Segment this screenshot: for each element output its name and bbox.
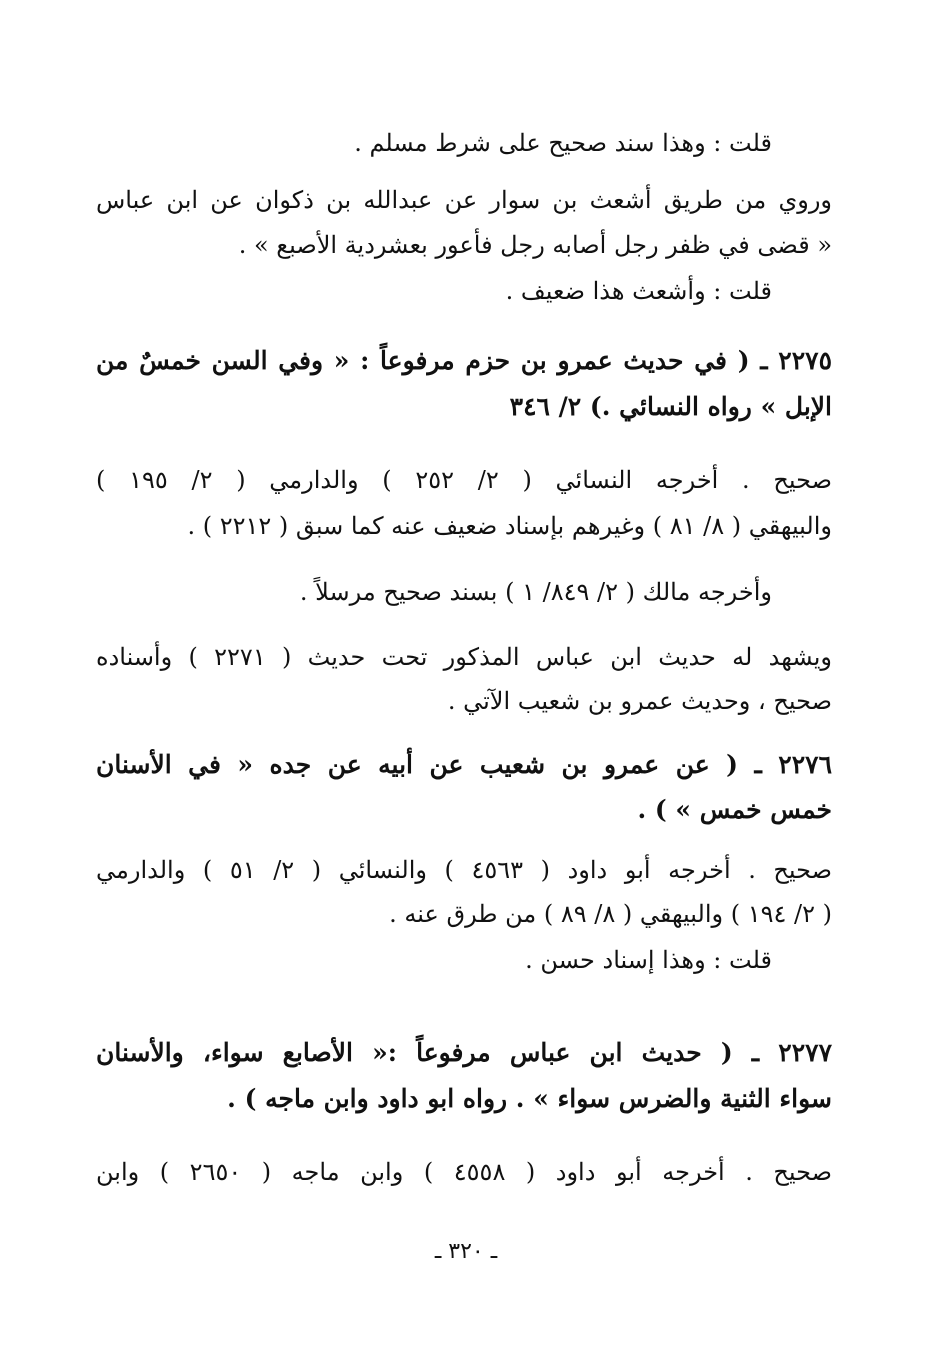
hadith-heading-line: الإبل » رواه النسائي .) ٢/ ٣٤٦ [509,392,832,421]
text-line: « قضى في ظفر رجل أصابه رجل فأعور بعشردية الأصبع » . [238,231,832,259]
page-number: ـ ٣٢٠ ـ [434,1239,498,1264]
hadith-heading-line: خمس خمس » ) . [637,795,832,824]
hadith-heading-line: ٢٢٧٧ ـ ( حديث ابن عباس مرفوعاً :« الأصابع سواء، والأسنان [96,1038,832,1067]
text-line: قلت : وهذا إسناد حسن . [525,946,772,974]
text-line: صحيح . أخرجه النسائي ( ٢/ ٢٥٢ ) والدارمي ( ٢/ ١٩٥ ) [96,466,833,494]
text-line: وأخرجه مالك ( ٢/ ٨٤٩/ ١ ) بسند صحيح مرسلاً . [299,578,772,606]
text-line: صحيح . أخرجه أبو داود ( ٤٥٥٨ ) وابن ماجه ( ٢٦٥٠ ) وابن [96,1158,833,1186]
text-line: وروي من طريق أشعث بن سوار عن عبدالله بن ذكوان عن ابن عباس [96,186,832,214]
hadith-heading-line: سواء الثنية والضرس سواء » . رواه ابو داود وابن ماجه ) . [227,1084,832,1113]
text-line: ويشهد له حديث ابن عباس المذكور تحت حديث ( ٢٢٧١ ) وأسناده [96,643,832,671]
text-line: قلت : وهذا سند صحيح على شرط مسلم . [354,129,772,157]
text-line: ( ٢/ ١٩٤ ) والبيهقي ( ٨/ ٨٩ ) من طرق عنه . [389,900,832,928]
text-line: والبيهقي ( ٨/ ٨١ ) وغيرهم بإسناد ضعيف عنه كما سبق ( ٢٢١٢ ) . [187,512,832,540]
hadith-heading-line: ٢٢٧٦ ـ ( عن عمرو بن شعيب عن أبيه عن جده « في الأسنان [96,750,832,779]
hadith-heading-line: ٢٢٧٥ ـ ( في حديث عمرو بن حزم مرفوعاً : « وفي السن خمسٌ من [96,346,832,375]
text-line: قلت : وأشعث هذا ضعيف . [505,277,772,305]
text-line: صحيح . أخرجه أبو داود ( ٤٥٦٣ ) والنسائي ( ٢/ ٥١ ) والدارمي [96,856,833,884]
text-line: صحيح ، وحديث عمرو بن شعيب الآتي . [447,687,832,715]
